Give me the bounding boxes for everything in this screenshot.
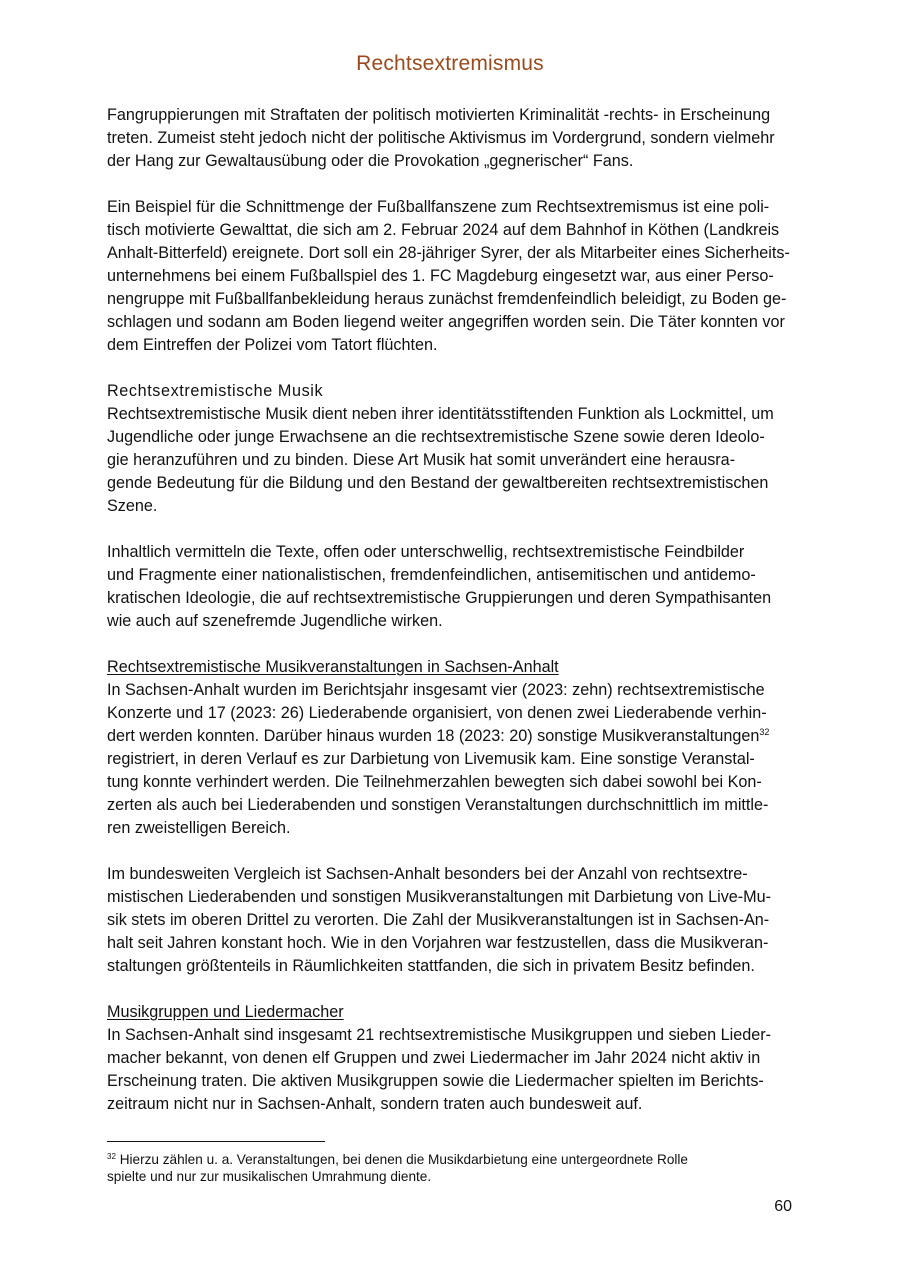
text-line: In Sachsen-Anhalt sind insgesamt 21 rechtsextremistische Musikgruppen und sieben Lieder-	[107, 1026, 772, 1044]
text-line: ren zweistelligen Bereich.	[107, 819, 291, 837]
text-line: mistischen Liederabenden und sonstigen Musikveranstaltungen mit Darbietung von Live-Mu-	[107, 888, 772, 906]
text-line: zerten als auch bei Liederabenden und sonstigen Veranstaltungen durchschnittlich im mittle-	[107, 796, 769, 814]
footnote-separator	[107, 1141, 325, 1142]
text-line: zeitraum nicht nur in Sachsen-Anhalt, sondern traten auch bundesweit auf.	[107, 1095, 643, 1113]
text-line: staltungen größtenteils in Räumlichkeiten stattfanden, die sich in privatem Besitz befinden.	[107, 957, 755, 975]
page-body	[107, 104, 813, 1139]
text-line: der Hang zur Gewaltausübung oder die Provokation „gegnerischer“ Fans.	[107, 152, 634, 170]
text-line: Konzerte und 17 (2023: 26) Liederabende organisiert, von denen zwei Liederabende verhin-	[107, 704, 767, 722]
section-rechtsextremistische-musik	[107, 380, 813, 518]
text-line: Ein Beispiel für die Schnittmenge der Fußballfanszene zum Rechtsextremismus ist eine poli-	[107, 198, 770, 216]
text-line: Jugendliche oder junge Erwachsene an die rechtsextremistische Szene sowie deren Ideolo-	[107, 428, 765, 446]
text-line: Erscheinung traten. Die aktiven Musikgruppen sowie die Liedermacher spielten im Berichts-	[107, 1072, 764, 1090]
text-line: tung konnte verhindert werden. Die Teilnehmerzahlen bewegten sich dabei sowohl bei Kon-	[107, 773, 762, 791]
paragraph-bundesweiter-vergleich	[107, 863, 813, 978]
text-line: registriert, in deren Verlauf es zur Darbietung von Livemusik kam. Eine sonstige Veranstal-	[107, 750, 755, 768]
text-line: unternehmens bei einem Fußballspiel des 1. FC Magdeburg eingesetzt war, aus einer Perso-	[107, 267, 774, 285]
text-line: halt seit Jahren konstant hoch. Wie in den Vorjahren war festzustellen, dass die Musikveran-	[107, 934, 769, 952]
footnote-number: 32	[107, 1152, 116, 1161]
text-line: Im bundesweiten Vergleich ist Sachsen-Anhalt besonders bei der Anzahl von rechtsextre-	[107, 865, 748, 883]
text-line	[107, 725, 813, 748]
text-line: schlagen und sodann am Boden liegend weiter angegriffen worden sein. Die Täter konnten vor	[107, 313, 785, 331]
text-line: gie heranzuführen und zu binden. Diese Art Musik hat somit unverändert eine herausra-	[107, 451, 736, 469]
section-heading-underlined: Musikgruppen und Liedermacher	[107, 1003, 344, 1021]
text-line: treten. Zumeist steht jedoch nicht der politische Aktivismus im Vordergrund, sondern vielmehr	[107, 129, 775, 147]
text-line: macher bekannt, von denen elf Gruppen und zwei Liedermacher im Jahr 2024 nicht aktiv in	[107, 1049, 761, 1067]
section-heading: Rechtsextremistische Musik	[107, 382, 324, 400]
paragraph-beispiel-koethen	[107, 196, 813, 357]
text-line-content: dert werden konnten. Darüber hinaus wurden 18 (2023: 20) sonstige Musikveranstaltungen	[107, 727, 760, 745]
footnote-reference[interactable]: 32	[759, 727, 770, 737]
text-line: Szene.	[107, 497, 158, 515]
text-line: In Sachsen-Anhalt wurden im Berichtsjahr insgesamt vier (2023: zehn) rechtsextremistische	[107, 681, 765, 699]
text-line: sik stets im oberen Drittel zu verorten. Die Zahl der Musikveranstaltungen ist in Sachsen-An-	[107, 911, 770, 929]
text-line: dem Eintreffen der Polizei vom Tatort flüchten.	[107, 336, 438, 354]
footnote-text: Hierzu zählen u. a. Veranstaltungen, bei denen die Musikdarbietung eine untergeordnete Rolle	[119, 1152, 688, 1167]
text-line: wie auch auf szenefremde Jugendliche wirken.	[107, 612, 443, 630]
text-line: Anhalt-Bitterfeld) ereignete. Dort soll ein 28-jähriger Syrer, der als Mitarbeiter eines Sicherheits-	[107, 244, 790, 262]
text-line: kratischen Ideologie, die auf rechtsextremistische Gruppierungen und deren Sympathisanten	[107, 589, 772, 607]
text-line: nengruppe mit Fußballfanbekleidung heraus zunächst fremdenfeindlich beleidigt, zu Boden ge-	[107, 290, 787, 308]
footnote-line	[107, 1151, 807, 1168]
page-number: 60	[774, 1198, 792, 1215]
section-musikveranstaltungen	[107, 656, 813, 840]
paragraph-fangruppierungen	[107, 104, 813, 173]
section-heading-underlined: Rechtsextremistische Musikveranstaltungen in Sachsen-Anhalt	[107, 658, 559, 676]
text-line: Fangruppierungen mit Straftaten der politisch motivierten Kriminalität -rechts- in Erscheinung	[107, 106, 771, 124]
text-line: und Fragmente einer nationalistischen, fremdenfeindlichen, antisemitischen und antidemo-	[107, 566, 756, 584]
text-line: Inhaltlich vermitteln die Texte, offen oder unterschwellig, rechtsextremistische Feindbilder	[107, 543, 745, 561]
footnote	[107, 1151, 807, 1185]
section-musikgruppen-liedermacher	[107, 1001, 813, 1116]
text-line: Rechtsextremistische Musik dient neben ihrer identitätsstiftenden Funktion als Lockmittel, um	[107, 405, 774, 423]
text-line: gende Bedeutung für die Bildung und den Bestand der gewaltbereiten rechtsextremistischen	[107, 474, 769, 492]
page-header-title: Rechtsextremismus	[356, 52, 544, 75]
footnote-line: spielte und nur zur musikalischen Umrahmung diente.	[107, 1169, 432, 1184]
paragraph-inhaltlich	[107, 541, 813, 633]
text-line: tisch motivierte Gewalttat, die sich am 2. Februar 2024 auf dem Bahnhof in Köthen (Landkreis	[107, 221, 780, 239]
